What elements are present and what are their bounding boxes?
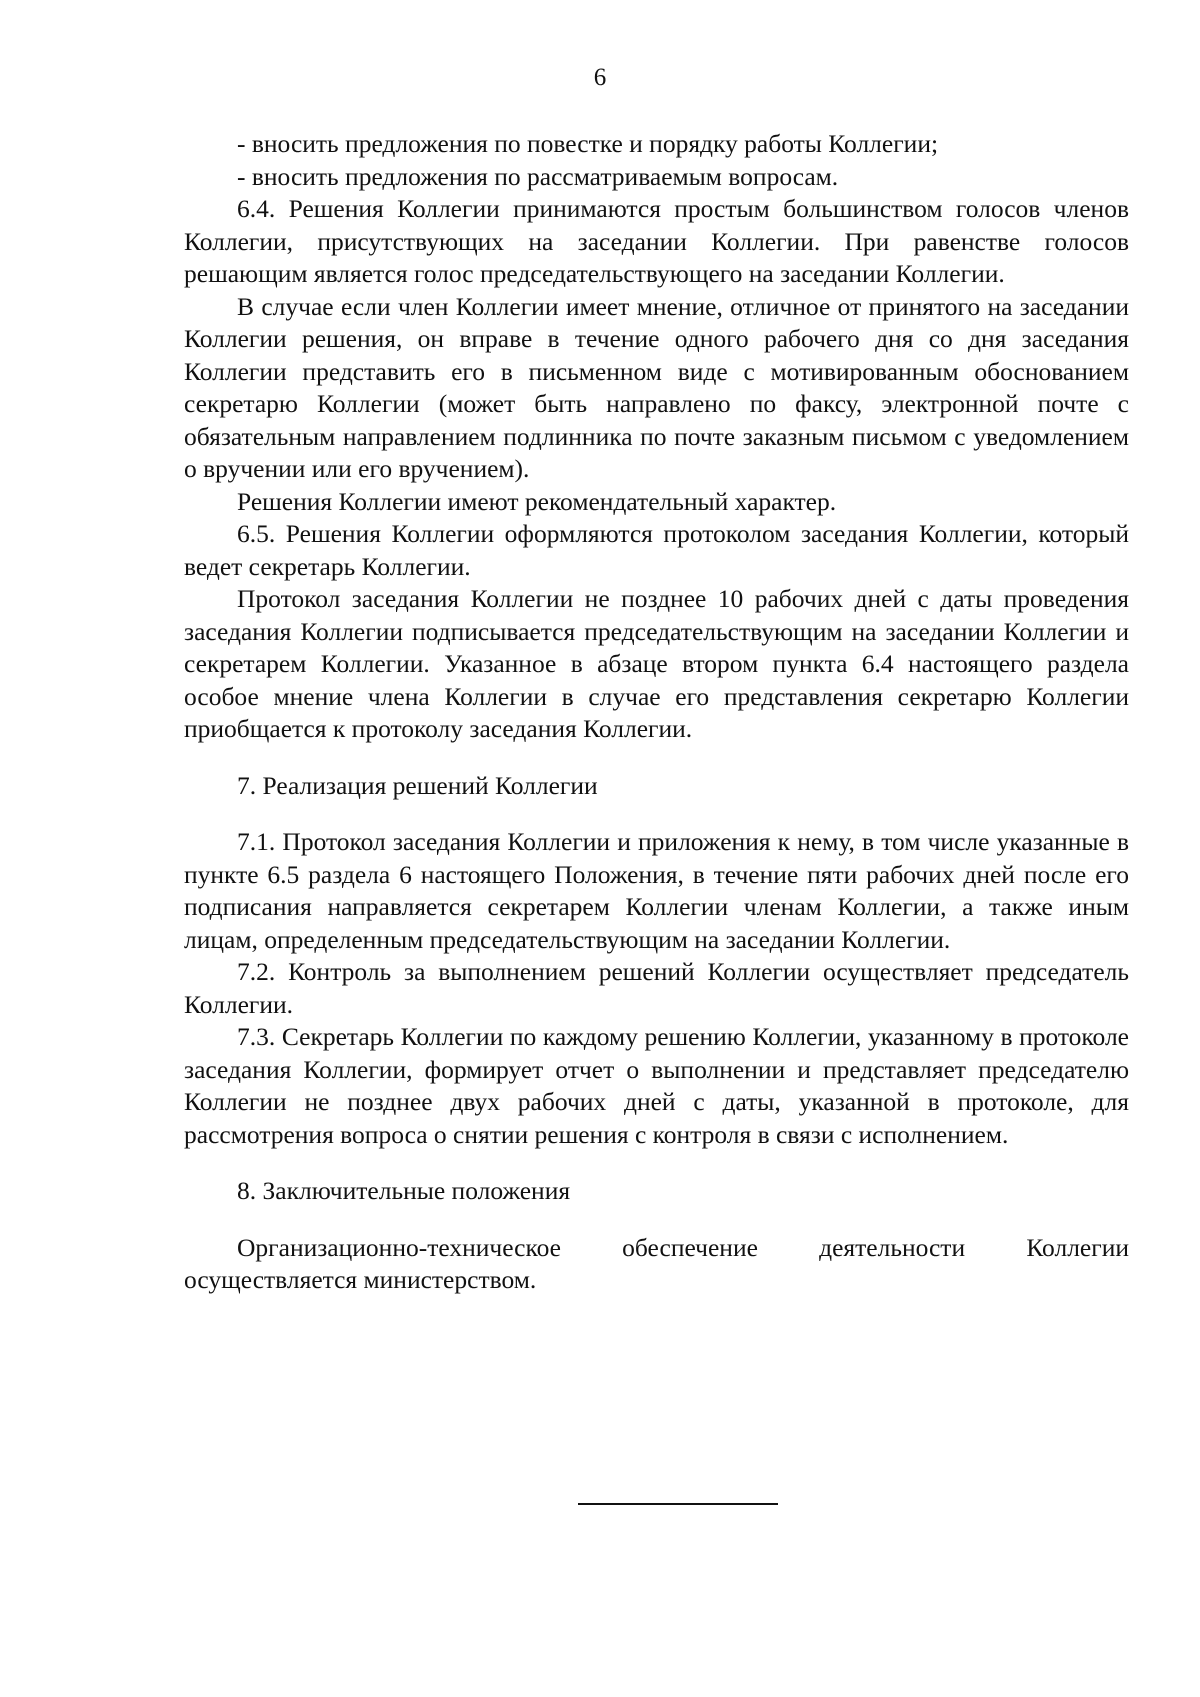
paragraph: 6.4. Решения Коллегии принимаются простым большинством голосов членов Коллегии, присутствующих на заседании Коллегии. При равенстве голосов решающим является голос председательствующего на заседании Коллегии.	[184, 194, 1129, 288]
section-gap	[184, 802, 1129, 826]
paragraph: 7.3. Секретарь Коллегии по каждому решению Коллегии, указанному в протоколе заседания Коллегии, формирует отчет о выполнении и представляет председателю Коллегии не позднее двух рабочих дней с даты, указанной в протоколе, для рассмотрения вопроса о снятии решения с контроля в связи с исполнением.	[184, 1022, 1129, 1149]
paragraph: В случае если член Коллегии имеет мнение, отличное от принятого на заседании Коллегии решения, он вправе в течение одного рабочего дня со дня заседания Коллегии представить его в письменном виде с мотивированным обоснованием секретарю Коллегии (может быть направлено по факсу, электронной почте с обязательным направлением подлинника по почте заказным письмом с уведомлением о вручении или его вручением).	[184, 291, 1129, 483]
paragraph: Решения Коллегии имеют рекомендательный характер.	[237, 486, 837, 516]
section-heading: 7. Реализация решений Коллегии	[237, 770, 598, 800]
section-gap	[184, 746, 1129, 770]
paragraph: - вносить предложения по рассматриваемым вопросам.	[237, 161, 839, 191]
paragraph: - вносить предложения по повестке и порядку работы Коллегии;	[237, 129, 939, 158]
paragraph: Протокол заседания Коллегии не позднее 10 рабочих дней с даты проведения заседания Коллегии подписывается председательствующим на заседании Коллегии и секретарем Коллегии. Указанное в абзаце втором пункта 6.4 настоящего раздела особое мнение члена Коллегии в случае его представления секретарю Коллегии приобщается к протоколу заседания Коллегии.	[184, 584, 1129, 743]
section-gap	[184, 1208, 1129, 1232]
document-body	[184, 128, 1129, 1297]
section-gap	[184, 1151, 1129, 1175]
page-number: 6	[593, 64, 607, 91]
end-rule	[578, 1503, 778, 1505]
paragraph: 6.5. Решения Коллегии оформляются протоколом заседания Коллегии, который ведет секретарь Коллегии.	[184, 519, 1129, 581]
paragraph: Организационно-техническое обеспечение деятельности Коллегии осуществляется министерством.	[184, 1232, 1129, 1294]
paragraph: 7.1. Протокол заседания Коллегии и приложения к нему, в том числе указанные в пункте 6.5 раздела 6 настоящего Положения, в течение пяти рабочих дней после его подписания направляется секретарем Коллегии членам Коллегии, а также иным лицам, определенным председательствующим на заседании Коллегии.	[184, 827, 1129, 954]
section-heading: 8. Заключительные положения	[237, 1176, 571, 1205]
paragraph: 7.2. Контроль за выполнением решений Коллегии осуществляет председатель Коллегии.	[184, 957, 1129, 1019]
